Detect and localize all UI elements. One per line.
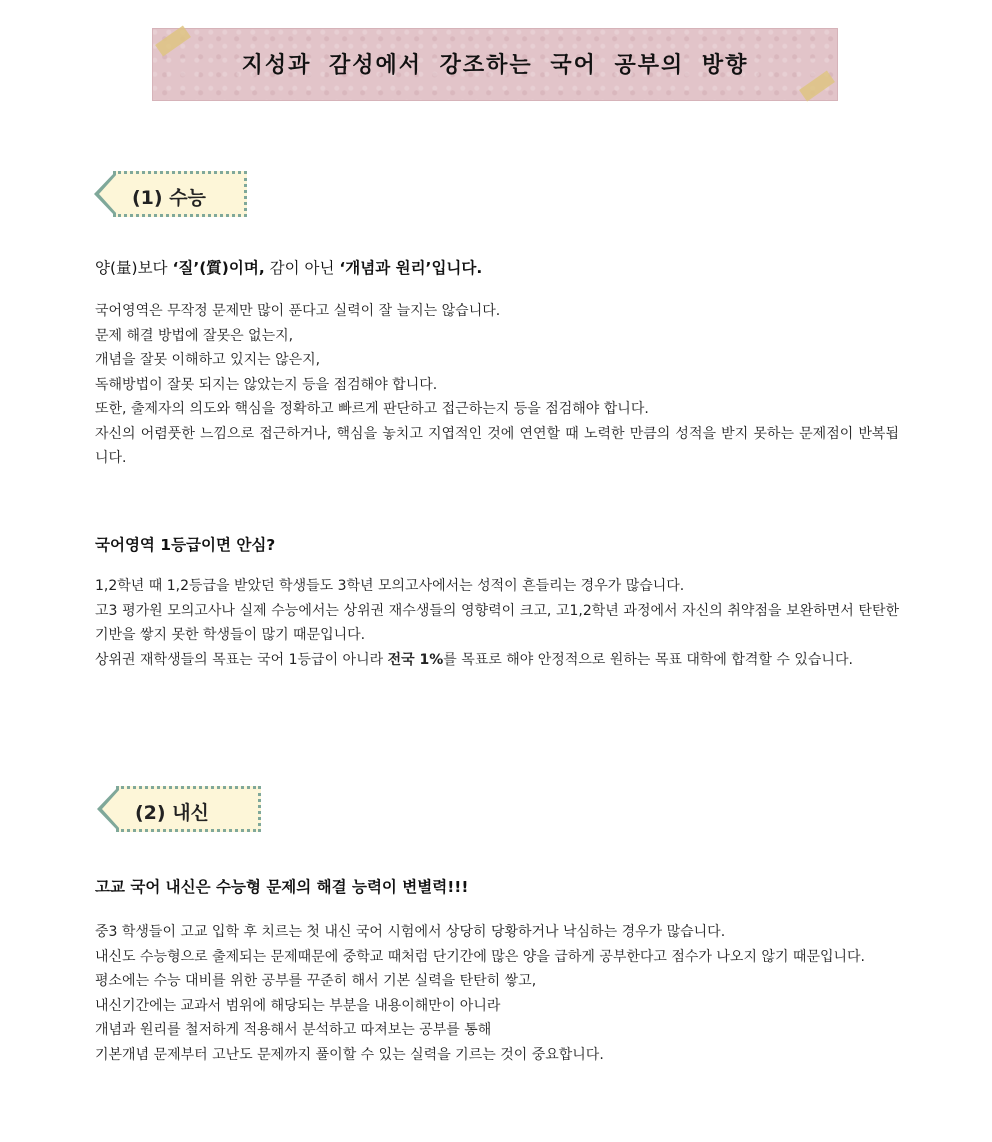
body-line: 개념과 원리를 철저하게 적용해서 분석하고 따져보는 공부를 통해: [95, 1022, 492, 1038]
body-line: 자신의 어렴풋한 느낌으로 접근하거나, 핵심을 놓치고 지엽적인 것에 연연할 때 노력한 만큼의 성적을 받지 못하는 문제점이 반복됩니다.: [95, 425, 899, 466]
section1b-heading: 국어영역 1등급이면 안심?: [95, 536, 276, 554]
body-line: 국어영역은 무작정 문제만 많이 푼다고 실력이 잘 늘지는 않습니다.: [95, 303, 501, 319]
body-line: 고3 평가원 모의고사나 실제 수능에서는 상위권 재수생들의 영향력이 크고, 고1,2학년 과정에서 자신의 취약점을 보완하면서 탄탄한 기반을 쌓지 못한 학생들이 많기 때문입니다.: [95, 602, 899, 643]
body-line: 또한, 출제자의 의도와 핵심을 정확하고 빠르게 판단하고 접근하는지 등을 점검해야 합니다.: [95, 401, 649, 417]
body-line: 중3 학생들이 고교 입학 후 치르는 첫 내신 국어 시험에서 상당히 당황하거나 낙심하는 경우가 많습니다.: [95, 924, 726, 940]
section-tag-suneung: [113, 171, 247, 217]
section1b-body: [95, 574, 899, 672]
section2-body: [95, 920, 899, 1067]
page-title: 지성과 감성에서 강조하는 국어 공부의 방향: [241, 52, 749, 78]
body-line: 내신기간에는 교과서 범위에 해당되는 부분을 내용이해만이 아니라: [95, 997, 501, 1014]
section-tag-naesin: [116, 786, 261, 832]
section1-heading: 양(量)보다 ‘질’(質)이며, 감이 아닌 ‘개념과 원리’입니다.: [95, 259, 483, 277]
section2-heading: 고교 국어 내신은 수능형 문제의 해결 능력이 변별력!!!: [95, 878, 469, 896]
section-tag-label: (1) 수능: [132, 187, 206, 209]
title-banner: [152, 28, 838, 101]
body-line: 개념을 잘못 이해하고 있지는 않은지,: [95, 352, 321, 368]
body-line: 상위권 재학생들의 목표는 국어 1등급이 아니라 전국 1%를 목표로 해야 안정적으로 원하는 목표 대학에 합격할 수 있습니다.: [95, 651, 853, 668]
section-tag-label: (2) 내신: [135, 802, 209, 824]
body-line: 독해방법이 잘못 되지는 않았는지 등을 점검해야 합니다.: [95, 376, 438, 393]
body-line: 1,2학년 때 1,2등급을 받았던 학생들도 3학년 모의고사에서는 성적이 흔들리는 경우가 많습니다.: [95, 578, 685, 594]
body-line: 내신도 수능형으로 출제되는 문제때문에 중학교 때처럼 단기간에 많은 양을 급하게 공부한다고 점수가 나오지 않기 때문입니다.: [95, 948, 865, 965]
body-line: 기본개념 문제부터 고난도 문제까지 풀이할 수 있는 실력을 기르는 것이 중요합니다.: [95, 1046, 604, 1063]
body-line: 평소에는 수능 대비를 위한 공부를 꾸준히 해서 기본 실력을 탄탄히 쌓고,: [95, 973, 537, 989]
body-line: 문제 해결 방법에 잘못은 없는지,: [95, 327, 294, 344]
section1-body: [95, 299, 899, 471]
